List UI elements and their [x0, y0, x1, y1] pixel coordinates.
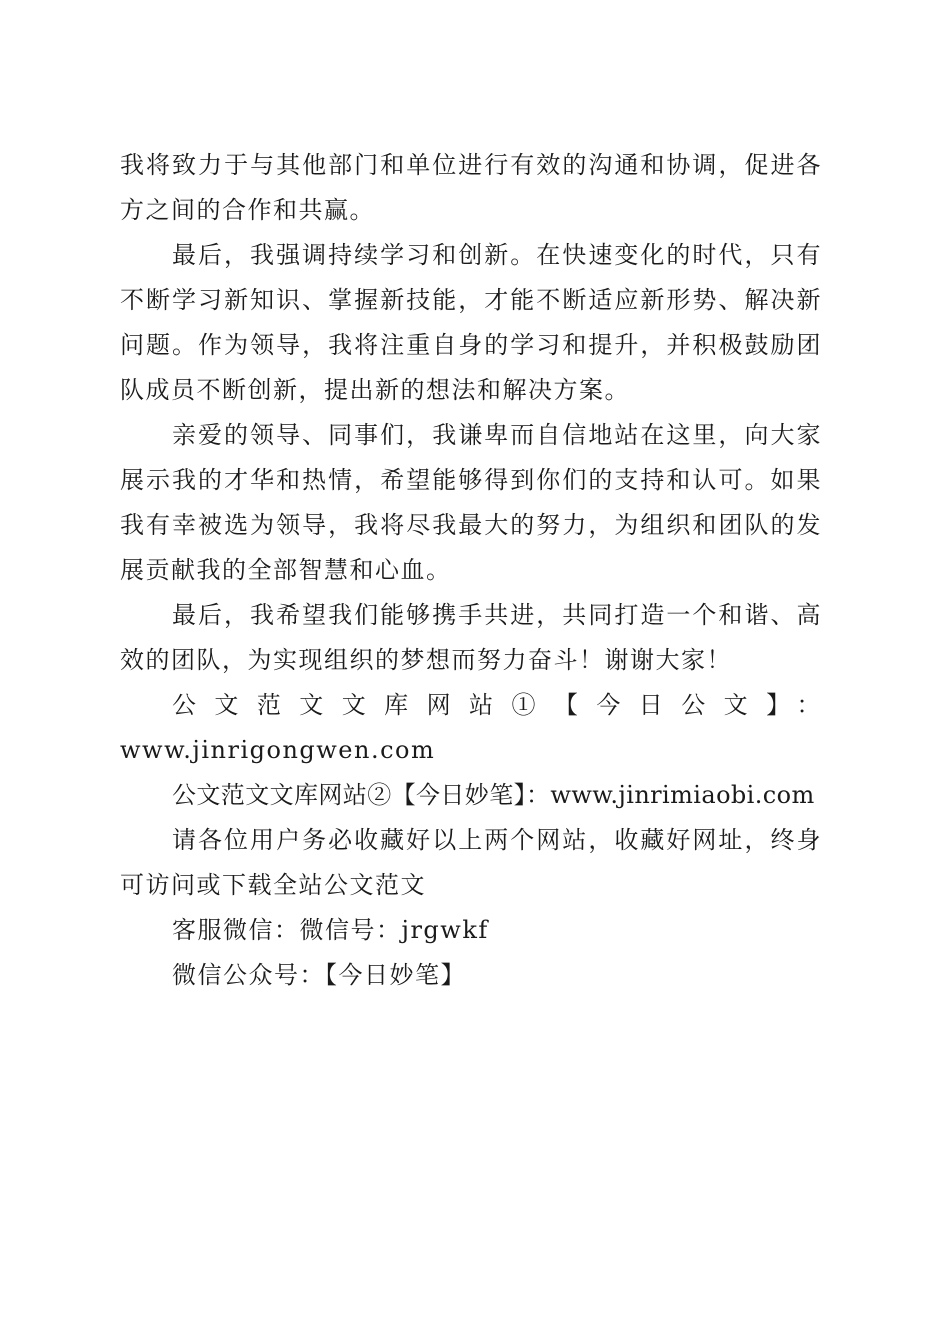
- footer-site1-url: www.jinrigongwen.com: [120, 736, 436, 764]
- document-body: [120, 143, 822, 998]
- footer-site2: 公文范文文库网站②【今日妙笔】：www.jinrimiaobi.com: [172, 781, 815, 809]
- paragraph-address: 亲爱的领导、同事们，我谦卑而自信地站在这里，向大家展示我的才华和热情，希望能够得到你们的支持和认可。如果我有幸被选为领导，我将尽我最大的努力，为组织和团队的发展贡献我的全部智慧和心血。: [120, 421, 822, 584]
- footer-site1-label: 公文范文文库网站①【今日公文】：: [172, 691, 822, 719]
- paragraph-cooperation: 我将致力于与其他部门和单位进行有效的沟通和协调，促进各方之间的合作和共赢。: [120, 151, 822, 224]
- footer-notice: 请各位用户务必收藏好以上两个网站，收藏好网址，终身可访问或下载全站公文范文: [120, 826, 822, 899]
- paragraph-learning: 最后，我强调持续学习和创新。在快速变化的时代，只有不断学习新知识、掌握新技能，才能不断适应新形势、解决新问题。作为领导，我将注重自身的学习和提升，并积极鼓励团队成员不断创新，提出新的想法和解决方案。: [120, 241, 822, 404]
- paragraph-closing: 最后，我希望我们能够携手共进，共同打造一个和谐、高效的团队，为实现组织的梦想而努力奋斗！谢谢大家！: [120, 601, 822, 674]
- footer-wechat-service: 客服微信：微信号：jrgwkf: [172, 916, 489, 944]
- footer-wechat-official: 微信公众号：【今日妙笔】: [172, 961, 466, 989]
